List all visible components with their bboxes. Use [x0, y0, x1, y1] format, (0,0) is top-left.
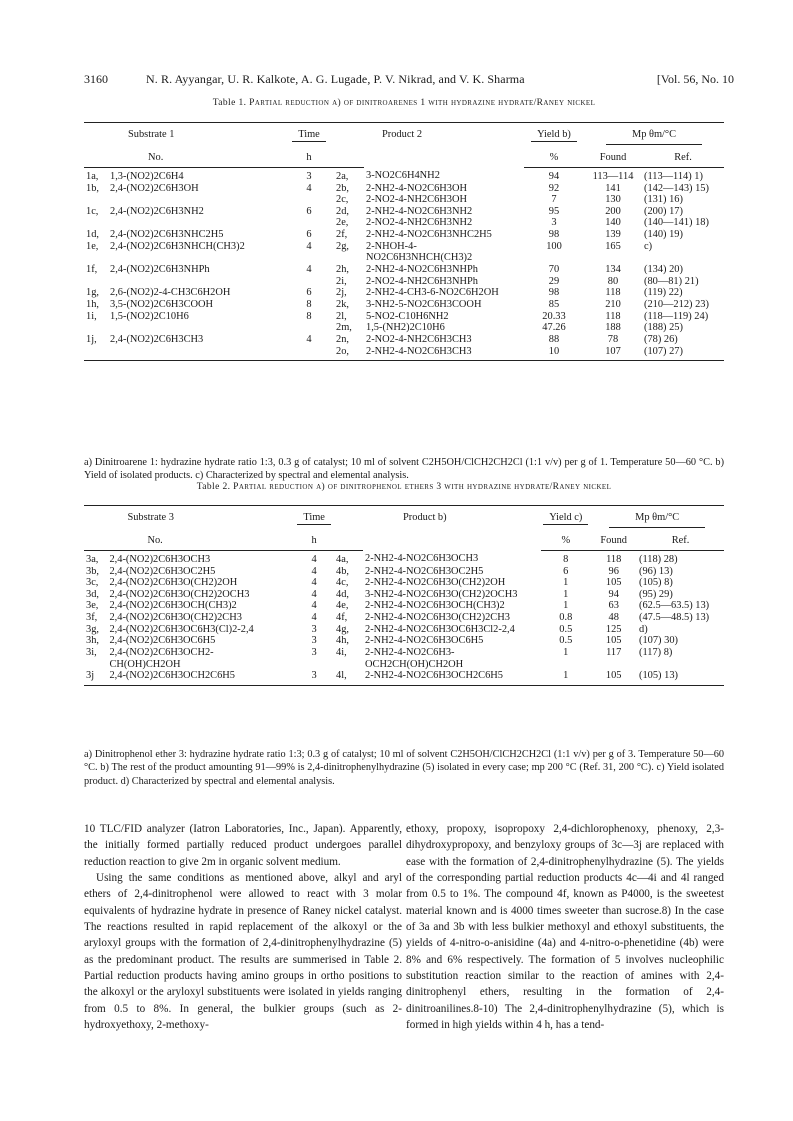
mp-reference: (105) 8) — [639, 577, 673, 589]
yield-value: 47.26 — [542, 322, 566, 334]
product-number: 2g, — [336, 240, 349, 252]
product-number: 2d, — [336, 205, 349, 217]
running-authors: N. R. Ayyangar, U. R. Kalkote, A. G. Lugade, P. V. Nikrad, and V. K. Sharma — [146, 72, 525, 86]
product-number: 2f, — [336, 229, 348, 241]
reaction-time: 8 — [306, 310, 312, 322]
substrate-formula: 2,4-(NO2)2C6H3NH2 — [110, 205, 204, 217]
reaction-time: 4 — [311, 588, 317, 600]
substrate-formula: 2,4-(NO2)2C6H3NHC2H5 — [110, 229, 224, 241]
product-formula: 2-NO2-4-NH2C6H3OH — [366, 194, 468, 206]
substrate-number: 1e, — [86, 240, 99, 252]
product-number: 2n, — [336, 333, 349, 345]
t2-head-found: Found — [590, 535, 637, 550]
product-formula: 3-NH2-4-NO2C6H3O(CH2)2OCH3 — [365, 588, 518, 600]
substrate-formula: 2,4-(NO2)2C6H3O(CH2)2CH3 — [109, 612, 242, 624]
substrate-number — [84, 194, 108, 206]
reaction-time — [284, 276, 334, 288]
table2-caption — [84, 482, 724, 492]
product-formula: 2-NH2-4-NO2C6H3OCH2C6H5 — [363, 670, 541, 685]
substrate-formula: 2,4-(NO2)2C6H3OCH2C6H5 — [107, 670, 294, 685]
mp-found: 105 — [605, 577, 622, 589]
body-paragraph: 10 TLC/FID analyzer (Iatron Laboratories, Inc., Japan). Apparently, the initially formed partially reduced product undergoes parallel reduction reaction to give 2m in organic solvent medium. — [84, 823, 402, 868]
mp-found: 96 — [608, 565, 619, 577]
mp-reference: (117) 8) — [639, 647, 673, 659]
yield-value: 70 — [548, 264, 560, 276]
yield-value: 88 — [548, 333, 560, 345]
mp-found: 134 — [605, 264, 621, 276]
table-row — [84, 346, 724, 361]
product-number: 2i, — [336, 275, 347, 287]
yield-value: 0.8 — [559, 612, 573, 624]
table-row — [84, 670, 724, 685]
product-formula: 2-NH2-4-NO2C6H3NH2 — [366, 205, 473, 217]
substrate-number: 3b, — [86, 565, 99, 577]
product-formula: 2-NH2-4-NO2C6H3O(CH2)2OH — [365, 577, 506, 589]
table-row — [84, 600, 724, 612]
t1-head-time: Time — [292, 129, 326, 142]
substrate-number: 3h, — [86, 635, 99, 647]
table-row — [84, 167, 724, 182]
t1-head-product: Product 2 — [364, 123, 524, 168]
yield-value: 1 — [563, 577, 569, 589]
product-formula: 5-NO2-C10H6NH2 — [366, 310, 449, 322]
table-row — [84, 217, 724, 229]
product-formula: 2-NO2-4-NH2C6H3NHPh — [366, 275, 478, 287]
substrate-number: 1j, — [86, 333, 97, 345]
substrate-formula: 2,6-(NO2)2-4-CH3C6H2OH — [110, 287, 231, 299]
product-number: 4i, — [336, 647, 347, 659]
substrate-number: 1f, — [86, 264, 98, 276]
mp-reference: (118) 28) — [639, 553, 678, 565]
table-row — [84, 334, 724, 346]
yield-value: 92 — [548, 182, 560, 194]
reaction-time — [284, 194, 334, 206]
substrate-number: 1d, — [86, 229, 99, 241]
reaction-time: 4 — [311, 577, 317, 589]
product-number: 2c, — [336, 194, 349, 206]
mp-reference: (118—119) 24) — [644, 310, 709, 322]
mp-found: 118 — [606, 553, 622, 565]
product-number: 4d, — [336, 588, 350, 600]
t1-head-time-unit: h — [284, 152, 334, 167]
body-right-column — [406, 821, 724, 1033]
t2-head-no: No. — [107, 535, 294, 550]
product-formula: 2-NH2-4-NO2C6H3CH3 — [364, 346, 524, 361]
reaction-time: 3 — [311, 635, 317, 647]
yield-value: 0.5 — [559, 623, 573, 635]
product-number: 2l, — [336, 310, 347, 322]
substrate-number — [84, 659, 107, 671]
mp-found: 118 — [605, 287, 621, 299]
reaction-time: 4 — [311, 612, 317, 624]
substrate-number: 1h, — [86, 298, 99, 310]
t1-head-yield: Yield b) — [531, 129, 577, 142]
yield-value: 7 — [551, 194, 557, 206]
yield-value: 3 — [551, 217, 557, 229]
table-row — [84, 241, 724, 253]
reaction-time: 4 — [311, 600, 317, 612]
mp-reference: (188) 25) — [644, 322, 683, 334]
product-formula: NO2C6H3NHCH(CH3)2 — [366, 252, 473, 264]
substrate-formula: 2,4-(NO2)2C6H3OC6H5 — [109, 635, 216, 647]
product-number: 2e, — [336, 217, 349, 229]
mp-reference — [642, 252, 724, 264]
table-row — [84, 589, 724, 601]
mp-found: 80 — [607, 275, 619, 287]
t2-head-ref: Ref. — [637, 535, 724, 550]
yield-value: 8 — [563, 553, 569, 565]
product-formula: 2-NH2-4-NO2C6H3NHC2H5 — [366, 229, 492, 241]
table-row — [84, 311, 724, 323]
mp-reference: (134) 20) — [644, 264, 683, 276]
mp-found: 117 — [606, 647, 622, 659]
substrate-number — [84, 276, 108, 288]
mp-reference: d) — [639, 623, 648, 635]
product-number: 4f, — [336, 612, 348, 624]
product-number: 4g, — [336, 623, 350, 635]
t2-head-time-unit: h — [294, 535, 334, 550]
t2-head-mp: Mp θm/°C — [590, 506, 724, 536]
substrate-formula: 2,4-(NO2)2C6H3OC6H3(Cl)2-2,4 — [109, 623, 254, 635]
mp-found: 63 — [608, 600, 619, 612]
product-number: 2b, — [336, 182, 349, 194]
product-formula: 2-NHOH-4- — [366, 240, 417, 252]
product-number: 4b, — [336, 565, 350, 577]
table1 — [84, 122, 724, 361]
substrate-number: 3d, — [86, 588, 99, 600]
yield-value: 98 — [548, 287, 560, 299]
product-formula: 3-NH2-5-NO2C6H3COOH — [366, 298, 482, 310]
substrate-formula — [108, 252, 284, 264]
mp-reference: (107) 27) — [642, 346, 724, 361]
table1-caption — [84, 98, 724, 108]
yield-value: 1 — [541, 670, 590, 685]
substrate-number: 3c, — [86, 577, 99, 589]
mp-found: 139 — [605, 229, 621, 241]
table-row — [84, 264, 724, 276]
mp-found: 94 — [608, 588, 619, 600]
t2-head-yield: Yield c) — [543, 512, 588, 525]
product-number: 4h, — [336, 635, 350, 647]
yield-value: 95 — [548, 205, 560, 217]
mp-reference: (113—114) 1) — [644, 170, 703, 182]
reaction-time: 4 — [306, 182, 312, 194]
product-formula: 2-NH2-4-NO2C6H3NHPh — [366, 264, 478, 276]
product-formula: 2-NH2-4-NO2C6H3- — [365, 647, 455, 659]
product-formula: 2-NH2-4-NO2C6H3O(CH2)2CH3 — [365, 612, 510, 624]
substrate-formula: 2,4-(NO2)2C6H3OC2H5 — [109, 565, 216, 577]
substrate-number: 3g, — [86, 623, 99, 635]
mp-found: 125 — [605, 623, 622, 635]
reaction-time: 4 — [306, 264, 312, 276]
substrate-number — [84, 217, 108, 229]
mp-found: 118 — [605, 310, 621, 322]
product-number: 4a, — [336, 553, 349, 565]
yield-value: 6 — [563, 565, 569, 577]
product-number: 2o, — [334, 346, 364, 361]
t1-head-mp: Mp θm/°C — [584, 123, 724, 153]
table-row — [84, 299, 724, 311]
substrate-number: 1b, — [86, 182, 99, 194]
table2-caption-text: Partial reduction a) of dinitrophenol ethers 3 with hydrazine hydrate/Raney nickel — [233, 482, 612, 492]
reaction-time: 3 — [294, 670, 334, 685]
mp-reference: (80—81) 21) — [644, 275, 699, 287]
substrate-number: 3i, — [86, 647, 97, 659]
table-row — [84, 550, 724, 565]
yield-value — [524, 252, 584, 264]
substrate-number: 3e, — [86, 600, 99, 612]
product-number: 4c, — [336, 577, 349, 589]
yield-value: 29 — [548, 275, 560, 287]
reaction-time — [284, 252, 334, 264]
product-number — [334, 252, 364, 264]
substrate-formula: 2,4-(NO2)2C6H3OCH3 — [109, 553, 211, 565]
reaction-time: 6 — [306, 287, 312, 299]
product-formula: 3-NO2C6H4NH2 — [366, 170, 440, 182]
substrate-number — [84, 346, 108, 361]
product-number: 2m, — [336, 322, 352, 334]
mp-found: 210 — [605, 298, 621, 310]
substrate-formula: 2,4-(NO2)2C6H3NHCH(CH3)2 — [110, 240, 245, 252]
reaction-time: 3 — [311, 647, 317, 659]
yield-value: 10 — [524, 346, 584, 361]
product-formula: 2-NH2-4-NO2C6H3OC6H5 — [365, 635, 484, 647]
reaction-time — [284, 322, 334, 334]
t2-head-yield-unit: % — [541, 535, 590, 550]
yield-value: 98 — [548, 229, 560, 241]
t1-head-ref: Ref. — [642, 152, 724, 167]
volume-info: [Vol. 56, No. 10 — [656, 72, 734, 86]
table-row — [84, 635, 724, 647]
substrate-number: 1i, — [86, 310, 97, 322]
reaction-time: 4 — [306, 333, 312, 345]
product-formula: 2-NO2-4-NH2C6H3NH2 — [366, 217, 473, 229]
reaction-time: 8 — [306, 298, 312, 310]
substrate-number — [84, 252, 108, 264]
yield-value: 1 — [563, 588, 569, 600]
mp-reference: (210—212) 23) — [644, 298, 709, 310]
mp-reference: (131) 16) — [644, 194, 683, 206]
substrate-formula: CH(OH)CH2OH — [109, 658, 181, 670]
product-number: 4e, — [336, 600, 349, 612]
t2-head-time: Time — [297, 512, 331, 525]
table1-caption-text: Partial reduction a) of dinitroarenes 1 with hydrazine hydrate/Raney nickel — [249, 98, 596, 108]
mp-found: 140 — [605, 217, 621, 229]
product-number: 2h, — [336, 264, 349, 276]
mp-found: 200 — [605, 205, 621, 217]
substrate-number: 3j — [84, 670, 107, 685]
mp-reference: (62.5—63.5) 13) — [639, 600, 710, 612]
product-formula: 2-NH2-4-NO2C6H3OCH(CH3)2 — [365, 600, 505, 612]
product-formula: OCH2CH(OH)CH2OH — [365, 658, 464, 670]
yield-value: 20.33 — [542, 310, 566, 322]
t1-head-no: No. — [108, 152, 284, 167]
product-formula: 2-NH2-4-NO2C6H3OCH3 — [365, 553, 479, 565]
substrate-formula: 1,3-(NO2)2C6H4 — [110, 170, 184, 182]
table-row — [84, 229, 724, 241]
reaction-time — [294, 659, 334, 671]
substrate-number: 1c, — [86, 205, 99, 217]
reaction-time: 6 — [306, 205, 312, 217]
yield-value: 1 — [563, 647, 569, 659]
substrate-number: 3a, — [86, 553, 99, 565]
yield-value — [541, 659, 590, 671]
substrate-formula: 2,4-(NO2)2C6H3OH — [110, 182, 199, 194]
table-row — [84, 612, 724, 624]
substrate-formula — [108, 346, 284, 361]
yield-value: 85 — [548, 298, 560, 310]
substrate-number: 1a, — [86, 170, 99, 182]
t2-head-substrate: Substrate 3 — [107, 506, 294, 536]
mp-reference: (96) 13) — [639, 565, 673, 577]
substrate-formula: 2,4-(NO2)2C6H3O(CH2)2OCH3 — [109, 588, 250, 600]
body-left-column — [84, 821, 402, 1033]
mp-found: 188 — [605, 322, 621, 334]
substrate-number: 3f, — [86, 612, 98, 624]
table-row — [84, 206, 724, 218]
body-paragraph: Using the same conditions as mentioned above, alkyl and aryl ethers of 2,4-dinitrophenol were allowed to react with 3 molar equivalents of hydrazine hydrate in presence of Raney nickel catalyst. The reactions resulted in rapid replacement of the alkoxyl or the aryloxyl groups with the formation of 2,4-dinitrophenylhydrazine (5) as the predominant product. The results are summerised in Table 2. Partial reduction products having amino groups in ortho positions to the alkoxyl or the aryloxyl substituents were isolated in yields ranging from 0.5 to 8%. In general, the bulkier groups (such as 2-hydroxyethoxy, 2-methoxy- — [84, 872, 402, 1032]
table-row — [84, 252, 724, 264]
table2 — [84, 505, 724, 686]
reaction-time: 6 — [306, 229, 312, 241]
mp-found — [584, 252, 642, 264]
mp-found: 48 — [608, 612, 619, 624]
reaction-time — [284, 346, 334, 361]
table-row — [84, 322, 724, 334]
mp-found: 105 — [605, 635, 622, 647]
substrate-formula: 1,5-(NO2)2C10H6 — [110, 310, 189, 322]
table2-caption-label: Table 2. — [196, 482, 231, 492]
table-row — [84, 577, 724, 589]
table-row — [84, 183, 724, 195]
mp-reference: (78) 26) — [644, 333, 678, 345]
table1-footnote: a) Dinitroarene 1: hydrazine hydrate ratio 1:3, 0.3 g of catalyst; 10 ml of solvent C2H5OH/ClCH2CH2Cl (1:1 v/v) per g of 1. Temperature 50—60 °C. b) Yield of isolated products. c) Characterized by spectral and elemental analysis. — [84, 457, 724, 482]
mp-reference: c) — [644, 240, 653, 252]
mp-reference: (47.5—48.5) 13) — [639, 612, 710, 624]
table-row — [84, 624, 724, 636]
mp-found: 113—114 — [592, 170, 634, 182]
substrate-formula — [108, 194, 284, 206]
substrate-formula: 2,4-(NO2)2C6H3O(CH2)2OH — [109, 577, 238, 589]
product-number: 2j, — [336, 287, 347, 299]
yield-value: 94 — [548, 170, 560, 182]
table-row — [84, 566, 724, 578]
substrate-formula: 2,4-(NO2)2C6H3OCH(CH3)2 — [109, 600, 237, 612]
substrate-formula: 2,4-(NO2)2C6H3NHPh — [110, 264, 210, 276]
table-row — [84, 287, 724, 299]
reaction-time: 4 — [311, 553, 317, 565]
mp-reference: (200) 17) — [644, 205, 683, 217]
mp-found: 165 — [605, 240, 621, 252]
mp-reference: (140—141) 18) — [644, 217, 709, 229]
mp-found: 105 — [590, 670, 637, 685]
t1-head-substrate: Substrate 1 — [108, 123, 284, 153]
table1-caption-label: Table 1. — [212, 98, 247, 108]
yield-value: 0.5 — [559, 635, 573, 647]
product-formula: 2-NH2-4-NO2C6H3OH — [366, 182, 468, 194]
substrate-number: 1g, — [86, 287, 99, 299]
t2-head-product: Product b) — [363, 506, 541, 551]
product-number: 2a, — [336, 170, 349, 182]
substrate-formula — [108, 322, 284, 334]
substrate-formula — [108, 217, 284, 229]
mp-reference: (119) 22) — [644, 287, 683, 299]
mp-found: 107 — [584, 346, 642, 361]
mp-reference — [637, 659, 724, 671]
reaction-time: 3 — [306, 170, 312, 182]
product-number — [334, 659, 363, 671]
table2-footnote: a) Dinitrophenol ether 3: hydrazine hydrate ratio 1:3; 0.3 g of catalyst; 10 ml of solvent C2H5OH/ClCH2CH2Cl (1:1 v/v) per g of 3. Temperature 50—60 °C. b) The rest of the product amounting 91—99% is 2,4-dinitrophenylhydrazine (5) isolated in every case; mp 200 °C (Ref. 31, 200 °C). c) Yield isolated product. d) Characterized by spectral and elemental analysis. — [84, 749, 724, 787]
mp-found: 78 — [607, 333, 619, 345]
mp-reference: (142—143) 15) — [644, 182, 709, 194]
mp-found — [590, 659, 637, 671]
mp-reference: (107) 30) — [639, 635, 678, 647]
substrate-formula: 2,4-(NO2)2C6H3OCH2- — [109, 647, 214, 659]
table-row — [84, 276, 724, 288]
t1-head-yield-unit: % — [524, 152, 584, 167]
product-formula: 2-NO2-4-NH2C6H3CH3 — [366, 333, 472, 345]
mp-reference: (140) 19) — [644, 229, 683, 241]
yield-value: 100 — [546, 240, 562, 252]
body-paragraph: ethoxy, propoxy, isopropoxy 2,4-dichlorophenoxy, phenoxy, 2,3-dihydroxypropoxy, and benzyloxy groups of 3c—3j are replaced with ease with the formation of 2,4-dinitrophenylhydrazine (5). The yields of the corresponding partial reduction products 4c—4i and 4l ranged from 0.5 to 1%. The compound 4f, known as P4000, is the sweetest material known and is 4000 times sweeter than sucrose.8) In the case of 3a and 3b with less bulkier methoxyl and ethoxyl substituents, the yields of 4-nitro-o-anisidine (4a) and 4-nitro-o-phenetidine (4b) were 8% and 6% respectively. The formation of 5 involves nucleophilic substitution reaction similar to the reaction of amines with 2,4-dinitrophenyl ethers, resulting in the formation of 2,4-dinitroanilines.8-10) The 2,4-dinitrophenylhydrazine (5), which is formed in high yields within 4 h, has a tend- — [406, 823, 724, 1032]
substrate-formula — [108, 276, 284, 288]
mp-found: 141 — [605, 182, 621, 194]
page-number: 3160 — [84, 72, 108, 86]
substrate-number — [84, 322, 108, 334]
product-formula: 2-NH2-4-NO2C6H3OC6H3Cl2-2,4 — [365, 623, 515, 635]
reaction-time — [284, 217, 334, 229]
product-formula: 2-NH2-4-CH3-6-NO2C6H2OH — [366, 287, 499, 299]
table-row — [84, 659, 724, 671]
table-row — [84, 647, 724, 659]
product-number: 4l, — [334, 670, 363, 685]
product-formula: 2-NH2-4-NO2C6H3OC2H5 — [365, 565, 484, 577]
substrate-formula: 2,4-(NO2)2C6H3CH3 — [110, 333, 204, 345]
mp-reference: (105) 13) — [637, 670, 724, 685]
substrate-formula: 3,5-(NO2)2C6H3COOH — [110, 298, 214, 310]
yield-value: 1 — [563, 600, 569, 612]
reaction-time: 4 — [311, 565, 317, 577]
table-row — [84, 194, 724, 206]
t1-head-found: Found — [584, 152, 642, 167]
product-number: 2k, — [336, 298, 349, 310]
product-formula: 1,5-(NH2)2C10H6 — [366, 322, 445, 334]
mp-reference: (95) 29) — [639, 588, 673, 600]
reaction-time: 3 — [311, 623, 317, 635]
reaction-time: 4 — [306, 240, 312, 252]
mp-found: 130 — [605, 194, 621, 206]
